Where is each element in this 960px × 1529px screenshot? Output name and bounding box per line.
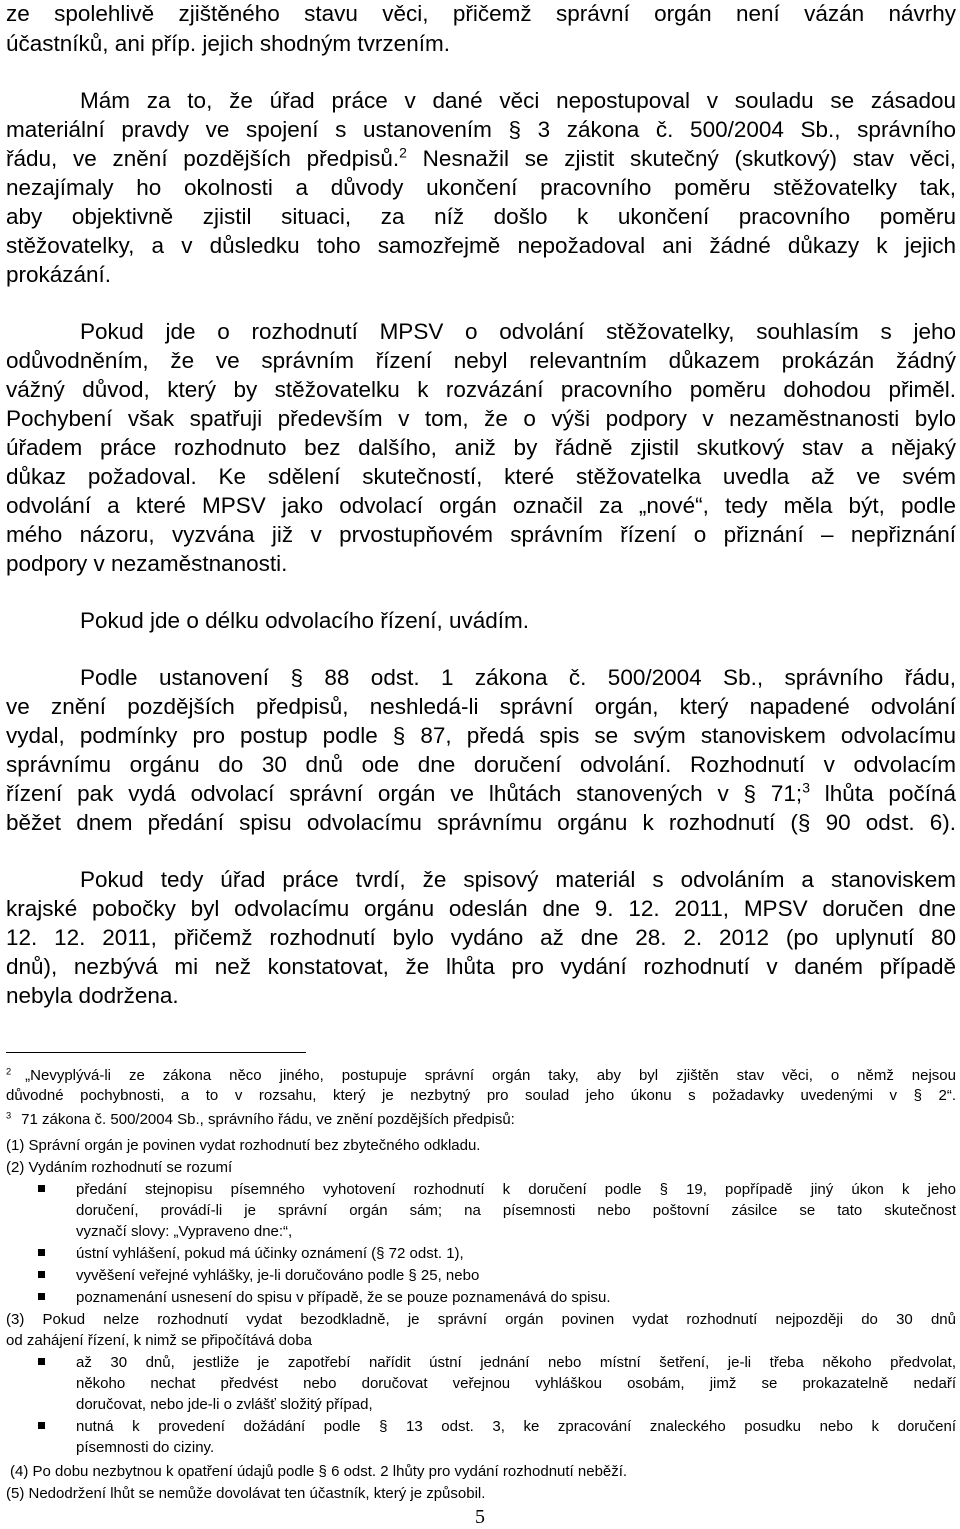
footnote-3-item-2-bullet-4: poznamenání usnesení do spisu v případě, že se pouze poznamenává do spisu.	[76, 1289, 611, 1306]
paragraph-3-line-5: úřadem práce rozhodnuto bez dalšího, aniž by řádně zjistil skutkový stav a nějaký	[6, 435, 956, 460]
footnote-3-item-3-bullet-1-line-1: až 30 dnů, jestliže je zapotřebí nařídit ústní jednání nebo místní šetření, je-li třeba někoho předvolat,	[76, 1354, 956, 1371]
paragraph-5-line-4: správnímu orgánu do 30 dnů ode dne doručení odvolání. Rozhodnutí v odvolacím	[6, 752, 956, 777]
footnote-3-item-1: (1) Správní orgán je povinen vydat rozhodnutí bez zbytečného odkladu.	[6, 1137, 481, 1154]
paragraph-1-line-1: ze spolehlivě zjištěného stavu věci, přičemž správní orgán není vázán návrhy	[6, 1, 956, 26]
bullet-icon	[38, 1293, 45, 1300]
bullet-icon	[38, 1422, 45, 1429]
footnote-2-line-2: důvodné pochybnosti, a to v rozsahu, který je nezbytný pro soulad jeho úkonu s požadavky uvedenými v § 2“.	[6, 1087, 956, 1104]
paragraph-5-line-1: Podle ustanovení § 88 odst. 1 zákona č. 500/2004 Sb., správního řádu,	[80, 665, 956, 690]
bullet-icon	[38, 1271, 45, 1278]
paragraph-6-line-1: Pokud tedy úřad práce tvrdí, že spisový materiál s odvoláním a stanoviskem	[80, 867, 956, 892]
paragraph-2-line-4: nezajímaly ho okolnosti a důvody ukončení pracovního poměru stěžovatelky tak,	[6, 175, 956, 200]
paragraph-5-line-2: ve znění pozdějších předpisů, neshledá-li správní orgán, který napadené odvolání	[6, 694, 956, 719]
footnote-3-item-2-bullet-3: vyvěšení veřejné vyhlášky, je-li doručováno podle § 25, nebo	[76, 1267, 480, 1284]
footnote-2-text: „Nevyplývá-li ze zákona něco jiného, postupuje správní orgán taky, aby byl zjištěn stav věci, o němž nejsou	[25, 1067, 956, 1084]
footnote-ref-2: 2	[399, 144, 407, 161]
bullet-icon	[38, 1358, 45, 1365]
paragraph-5-text-a: řízení pak vydá odvolací správní orgán ve lhůtách stanovených v § 71;	[6, 781, 803, 806]
footnote-3-item-3-bullet-2-line-2: písemnosti do ciziny.	[76, 1439, 215, 1456]
footnote-2-number: 2	[6, 1066, 12, 1077]
paragraph-3-line-9: podpory v nezaměstnanosti.	[6, 551, 288, 576]
paragraph-5-line-6: běžet dnem předání spisu odvolacímu správnímu orgánu k rozhodnutí (§ 90 odst. 6).	[6, 810, 956, 835]
footnote-3-heading	[6, 1110, 956, 1129]
paragraph-2-text-a: řádu, ve znění pozdějších předpisů.	[6, 146, 400, 171]
paragraph-3-line-3: vážný důvod, který by stěžovatelku k rozvázání pracovního poměru dohodou přiměl.	[6, 377, 956, 402]
paragraph-2-line-7: prokázání.	[6, 262, 112, 287]
page-number: 5	[475, 1506, 485, 1528]
paragraph-2-line-6: stěžovatelky, a v důsledku toho samozřejmě nepožadoval ani žádné důkazy k jejich	[6, 233, 956, 258]
footnote-3-heading-text: 71 zákona č. 500/2004 Sb., správního řádu, ve znění pozdějších předpisů:	[21, 1111, 515, 1128]
paragraph-5-line-3: vydal, podmínky pro postup podle § 87, předá spis se svým stanoviskem odvolacímu	[6, 723, 956, 748]
footnote-3-item-2: (2) Vydáním rozhodnutí se rozumí	[6, 1159, 233, 1176]
paragraph-6-line-4: dnů), nezbývá mi než konstatovat, že lhůta pro vydání rozhodnutí v daném případě	[6, 954, 956, 979]
footnote-3-item-2-bullet-1-line-2: doručení, provádí-li je správní orgán sám; na písemnosti nebo poštovní zásilce se tato skutečnost	[76, 1202, 956, 1219]
paragraph-5-text-b: lhůta počíná	[809, 781, 956, 806]
paragraph-4: Pokud jde o délku odvolacího řízení, uvádím.	[80, 608, 530, 633]
paragraph-1-line-2: účastníků, ani příp. jejich shodným tvrzením.	[6, 31, 450, 56]
footnote-3-item-3-line-1: (3) Pokud nelze rozhodnutí vydat bezodkladně, je správní orgán povinen vydat rozhodnutí nejpozději do 30 dnů	[6, 1311, 956, 1328]
paragraph-2-line-1: Mám za to, že úřad práce v dané věci nepostupoval v souladu se zásadou	[80, 88, 956, 113]
paragraph-3-line-8: mého názoru, vyzvána již v prvostupňovém správním řízení o přiznání – nepřiznání	[6, 522, 956, 547]
footnote-3-item-3-bullet-1-line-2: někoho nechat předvést nebo doručovat veřejnou vyhláškou osobám, jimž se prokazatelně nedaří	[76, 1375, 956, 1392]
footnote-2-line-1	[6, 1066, 956, 1085]
footnote-3-item-3-line-2: od zahájení řízení, k nimž se připočítává doba	[6, 1332, 313, 1349]
footnote-3-item-2-bullet-2: ústní vyhlášení, pokud má účinky oznámení (§ 72 odst. 1),	[76, 1245, 464, 1262]
paragraph-6-line-2: krajské pobočky byl odvolacímu orgánu odeslán dne 9. 12. 2011, MPSV doručen dne	[6, 896, 956, 921]
paragraph-3-line-2: odůvodněním, že ve správním řízení nebyl relevantním důkazem prokázán žádný	[6, 348, 956, 373]
footnote-3-item-2-bullet-1-line-1: předání stejnopisu písemného vyhotovení rozhodnutí k doručení podle § 19, popřípadě jiný úkon k jeho	[76, 1181, 956, 1198]
footnote-3-number: 3	[6, 1110, 12, 1121]
paragraph-3-line-1: Pokud jde o rozhodnutí MPSV o odvolání stěžovatelky, souhlasím s jeho	[80, 319, 956, 344]
paragraph-6-line-5: nebyla dodržena.	[6, 983, 179, 1008]
paragraph-3-line-7: odvolání a které MPSV jako odvolací orgán označil za „nové“, tedy měla být, podle	[6, 493, 956, 518]
footnote-3-item-5: (5) Nedodržení lhůt se nemůže dovolávat ten účastník, který je způsobil.	[6, 1485, 486, 1502]
bullet-icon	[38, 1249, 45, 1256]
bullet-icon	[38, 1185, 45, 1192]
paragraph-2-text-b: Nesnažil se zjistit skutečný (skutkový) stav věci,	[406, 146, 956, 171]
footnote-ref-3: 3	[802, 779, 810, 796]
paragraph-2-line-2: materiální pravdy ve spojení s ustanovením § 3 zákona č. 500/2004 Sb., správního	[6, 117, 956, 142]
paragraph-3-line-6: důkaz požadoval. Ke sdělení skutečností, které stěžovatelka uvedla až ve svém	[6, 464, 956, 489]
footnote-3-item-2-bullet-1-line-3: vyznačí slovy: „Vypraveno dne:“,	[76, 1223, 293, 1240]
footnote-3-item-3-bullet-1-line-3: doručovat, nebo jde-li o zvlášť složitý případ,	[76, 1396, 373, 1413]
footnote-3-item-4: (4) Po dobu nezbytnou k opatření údajů podle § 6 odst. 2 lhůty pro vydání rozhodnutí neběží.	[10, 1463, 628, 1480]
paragraph-2-line-5: aby objektivně zjistil situaci, za níž došlo k ukončení pracovního poměru	[6, 204, 956, 229]
paragraph-6-line-3: 12. 12. 2011, přičemž rozhodnutí bylo vydáno až dne 28. 2. 2012 (po uplynutí 80	[6, 925, 956, 950]
paragraph-2-line-3	[6, 145, 956, 173]
footnote-3-item-3-bullet-2-line-1: nutná k provedení dožádání podle § 13 odst. 3, ke zpracování znaleckého posudku nebo k doručení	[76, 1418, 956, 1435]
paragraph-5-line-5	[6, 780, 956, 808]
footnote-separator	[6, 1052, 306, 1053]
paragraph-3-line-4: Pochybení však spatřuji především v tom, že o výši podpory v nezaměstnanosti bylo	[6, 406, 956, 431]
